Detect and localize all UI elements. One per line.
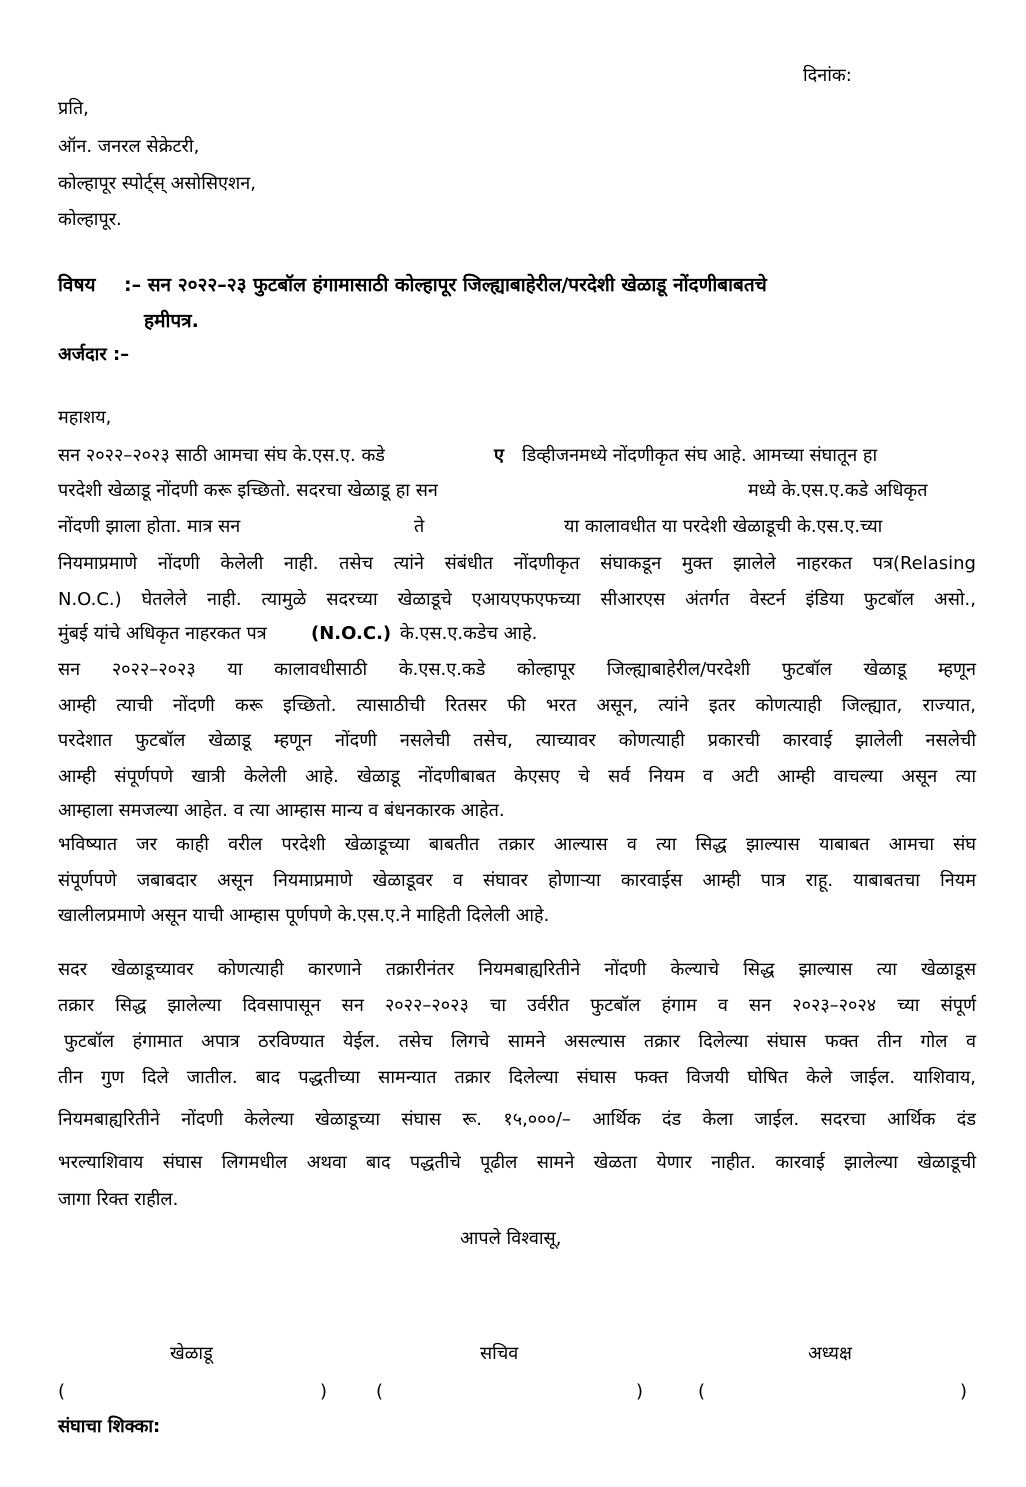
para1-line6-a: मुंबई यांचे अधिकृत नाहरकत पत्र (58, 623, 267, 644)
signature-player-close-paren: ) (320, 1381, 328, 1402)
date-label: दिनांक: (803, 65, 852, 86)
para1-line1-c: डिव्हीजनमध्ये नोंदणीकृत संघ आहे. आमच्या संघातून हा (522, 445, 878, 466)
para2-line2: आम्ही त्याची नोंदणी करू इच्छितो. त्यासाठीची रितसर फी भरत असून, त्यांने इतर कोणत्याही जिल्ह्यात, राज्यात, (58, 695, 976, 716)
para2-line5: आम्हाला समजल्या आहेत. व त्या आम्हास मान्य व बंधनकारक आहेत. (58, 800, 505, 821)
para1-line3-a: नोंदणी झाला होता. मात्र सन (58, 516, 241, 537)
para2-line3: परदेशात फुटबॉल खेळाडू म्हणून नोंदणी नसलेची तसेच, त्याच्यावर कोणत्याही प्रकारची कारवाई झालेली नसलेची (58, 730, 976, 751)
signature-secretary-close-paren: ) (636, 1381, 644, 1402)
salutation: महाशय, (58, 407, 112, 428)
applicant-label: अर्जदार :– (58, 344, 130, 365)
rule-line2: तक्रार सिद्ध झालेल्या दिवसापासून सन २०२२–२०२३ चा उर्वरीत फुटबॉल हंगाम व सन २०२३–२०२४ च्या संपूर्ण (58, 995, 976, 1016)
signature-president-open-paren: ( (698, 1381, 706, 1402)
rule-line5: नियमबाह्यरितीने नोंदणी केलेल्या खेळाडूच्या संघास रू. १५,०००/– आर्थिक दंड केला जाईल. सदरचा आर्थिक दंड (58, 1109, 976, 1130)
para1-line2-b: मध्ये के.एस.ए.कडे अधिकृत (748, 480, 928, 501)
para1-line4: नियमाप्रमाणे नोंदणी केलेली नाही. तसेच त्यांने संबंधीत नोंदणीकृत संघाकडून मुक्त झालेले नाहरकत पत्र(Relasing (58, 553, 976, 574)
subject-line-2: हमीपत्र. (144, 310, 199, 332)
noc-text: (N.O.C.) (311, 623, 392, 644)
rule-line3: फुटबॉल हंगामात अपात्र ठरविण्यात येईल. तसेच लिगचे सामने असल्यास तक्रार दिलेल्या संघास फक्त तीन गोल व (64, 1031, 976, 1052)
signature-president-close-paren: ) (960, 1381, 968, 1402)
signature-secretary-label: सचिव (480, 1343, 519, 1364)
signature-secretary-open-paren: ( (376, 1381, 384, 1402)
para2-line4: आम्ही संपूर्णपणे खात्री केलेली आहे. खेळाडू नोंदणीबाबत केएसए चे सर्व नियम व अटी आम्ही वाचल्या असून त्या (58, 766, 976, 787)
closing: आपले विश्वासू, (460, 1228, 562, 1249)
para3-line2: संपूर्णपणे जबाबदार असून नियमाप्रमाणे खेळाडूवर व संघावर होणाऱ्या कारवाईस आम्ही पात्र राहू. याबाबतचा नियम (58, 870, 976, 891)
rule-line6: भरल्याशिवाय संघास लिगमधील अथवा बाद पद्धतीचे पूढील सामने खेळता येणार नाहीत. कारवाई झालेल्या खेळाडूची (58, 1152, 976, 1173)
signature-player-label: खेळाडू (170, 1343, 213, 1364)
rule-line7: जागा रिक्त राहील. (58, 1189, 179, 1210)
division-letter: ए (494, 445, 504, 466)
subject-label: विषय (58, 274, 96, 296)
para2-line1: सन २०२२–२०२३ या कालावधीसाठी के.एस.ए.कडे कोल्हापूर जिल्ह्याबाहेरील/परदेशी फुटबॉल खेळाडू म्हणून (58, 659, 976, 680)
subject-line-1: :– सन २०२२–२३ फुटबॉल हंगामासाठी कोल्हापूर जिल्ह्याबाहेरील/परदेशी खेळाडू नोंदणीबाबतचे (124, 274, 767, 296)
para1-line1-a: सन २०२२–२०२३ साठी आमचा संघ के.एस.ए. कडे (58, 445, 385, 466)
para3-line3: खालीलप्रमाणे असून याची आम्हास पूर्णपणे के.एस.ए.ने माहिती दिलेली आहे. (58, 905, 550, 926)
para1-line3-b: ते (414, 516, 425, 537)
address-line-3: कोल्हापूर स्पोर्ट्स् असोसिएशन, (58, 173, 256, 194)
para1-line2-a: परदेशी खेळाडू नोंदणी करू इच्छितो. सदरचा खेळाडू हा सन (58, 480, 438, 501)
address-line-1: प्रति, (58, 98, 89, 119)
signature-player-open-paren: ( (58, 1381, 66, 1402)
address-line-2: ऑन. जनरल सेक्रेटरी, (58, 136, 200, 157)
rule-line4: तीन गुण दिले जातील. बाद पद्धतीच्या सामन्यात तक्रार दिलेल्या संघास फक्त विजयी घोषित केले जाईल. याशिवाय, (58, 1067, 976, 1088)
para1-line3-c: या कालावधीत या परदेशी खेळाडूची के.एस.ए.च्या (564, 516, 883, 537)
signature-president-label: अध्यक्ष (808, 1343, 852, 1364)
para3-line1: भविष्यात जर काही वरील परदेशी खेळाडूच्या बाबतीत तक्रार आल्यास व त्या सिद्ध झाल्यास याबाबत आमचा संघ (58, 834, 976, 855)
para1-line6-c: के.एस.ए.कडेच आहे. (400, 623, 538, 644)
para1-line5: N.O.C.) घेतलेले नाही. त्यामुळे सदरच्या खेळाडूचे एआयएफएफच्या सीआरएस अंतर्गत वेस्टर्न इंडिया फुटबॉल असो., (58, 589, 976, 610)
team-stamp-label: संघाचा शिक्का: (58, 1416, 161, 1437)
address-line-4: कोल्हापूर. (58, 209, 122, 230)
rule-line1: सदर खेळाडूच्यावर कोणत्याही कारणाने तक्रारीनंतर नियमबाह्यरितीने नोंदणी केल्याचे सिद्ध झाल्यास त्या खेळाडूस (58, 959, 976, 980)
